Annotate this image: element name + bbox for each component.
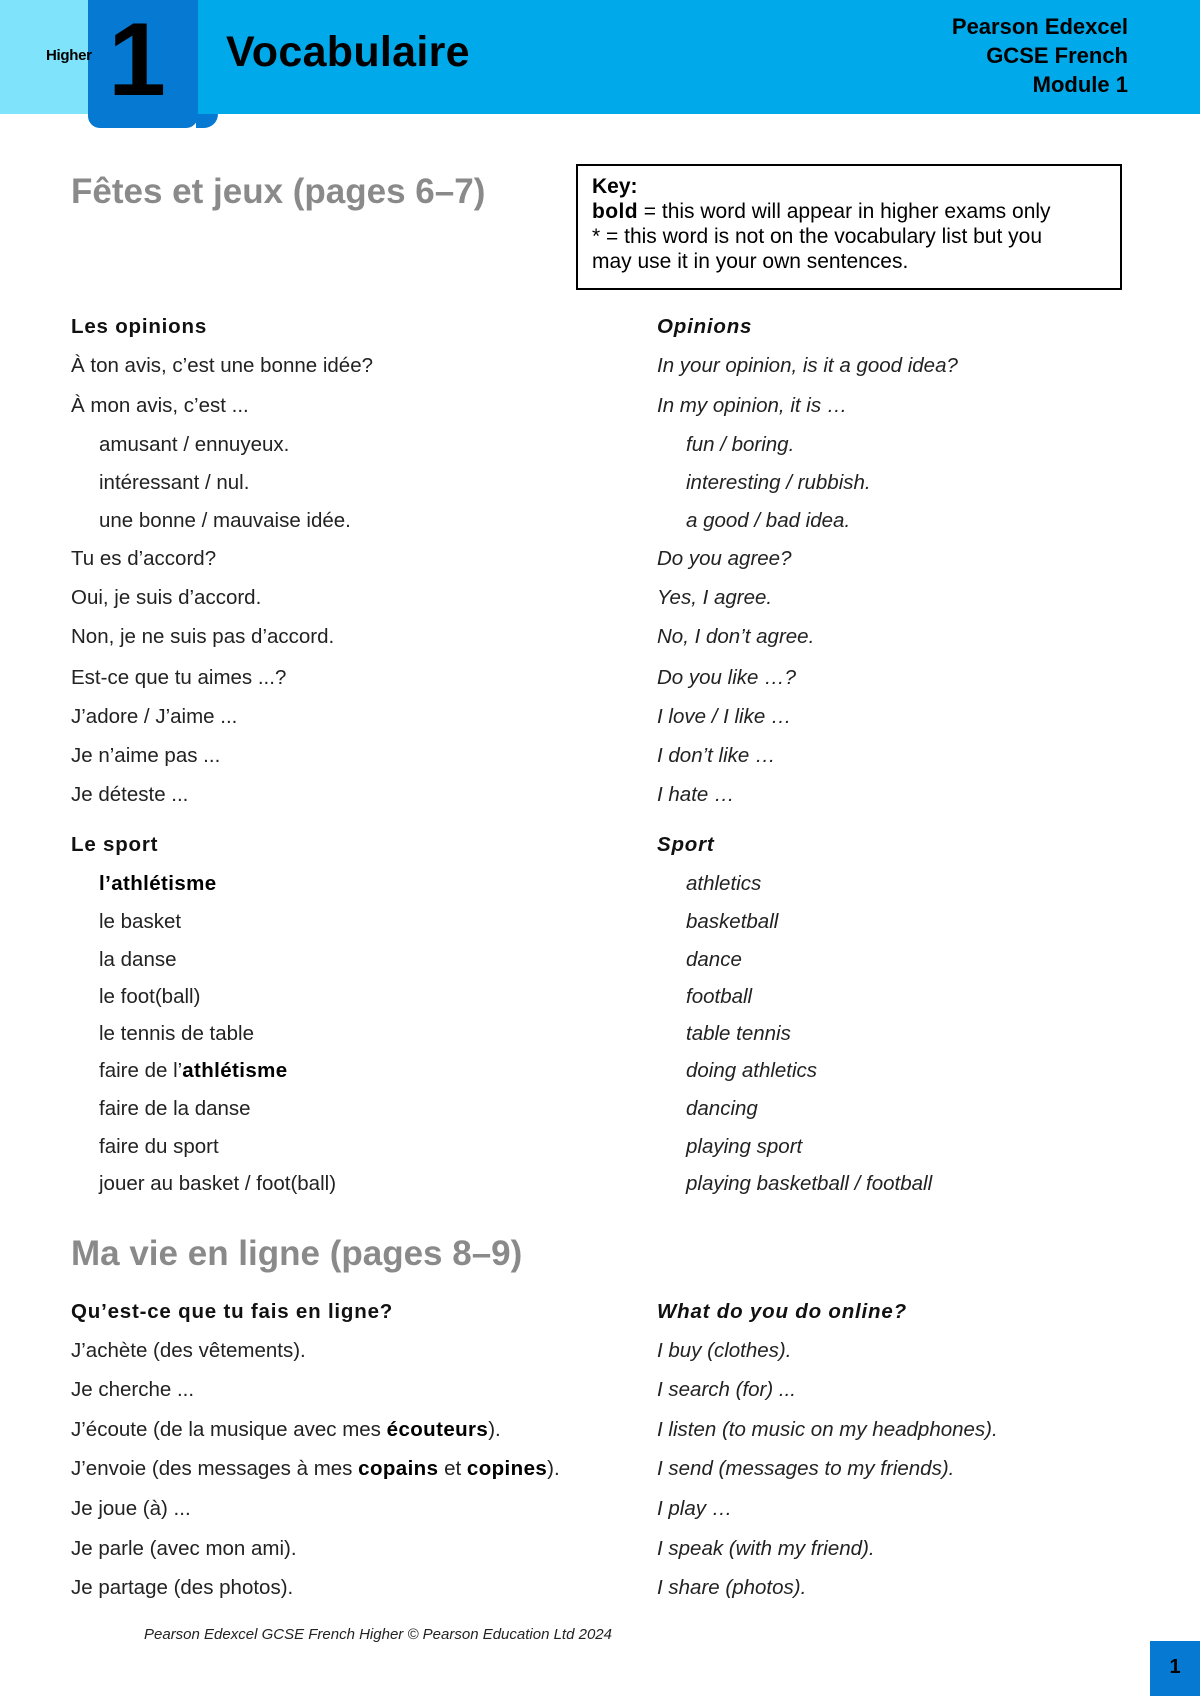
vocab-en: playing basketball / football [686, 1172, 933, 1195]
vocab-en: I share (photos). [657, 1576, 807, 1599]
vocab-fr: faire de la danse [99, 1097, 251, 1120]
vocab-en: No, I don’t agree. [657, 625, 815, 648]
vocab-fr: Je n’aime pas ... [71, 744, 221, 767]
vocab-en: interesting / rubbish. [686, 471, 871, 494]
sport-heading-en: Sport [657, 833, 715, 856]
key-bold-line [592, 199, 1106, 224]
vocab-en: doing athletics [686, 1059, 818, 1082]
key-star-line: * = this word is not on the vocabulary list but you [592, 225, 1042, 248]
key-bold-desc: = this word will appear in higher exams only [637, 200, 1051, 223]
vocab-fr: une bonne / mauvaise idée. [99, 509, 351, 532]
key-star-line-2: may use it in your own sentences. [592, 250, 909, 273]
vocab-en: I love / I like … [657, 705, 792, 728]
vocab-en: dance [686, 948, 742, 971]
vocab-fr: amusant / ennuyeux. [99, 433, 290, 456]
vocab-fr-part: J’envoie (des messages à mes [71, 1457, 359, 1480]
level-label: Higher [46, 47, 92, 64]
page-number-box [1150, 1641, 1200, 1696]
opinions-heading-en: Opinions [657, 315, 753, 338]
key-label: Key: [592, 175, 638, 198]
copyright-footer: Pearson Edexcel GCSE French Higher © Pearson Education Ltd 2024 [144, 1626, 612, 1643]
vocab-fr: Je déteste ... [71, 783, 189, 806]
vocab-en: Yes, I agree. [657, 586, 773, 609]
vocab-en: In your opinion, is it a good idea? [657, 354, 958, 377]
vocab-en: I search (for) ... [657, 1378, 796, 1401]
vocab-fr [99, 872, 217, 896]
online-heading-en: What do you do online? [657, 1300, 907, 1323]
vocab-fr: Je parle (avec mon ami). [71, 1537, 297, 1560]
vocab-fr-part: ). [488, 1418, 501, 1441]
vocab-fr: le basket [99, 910, 182, 933]
vocab-en: In my opinion, it is … [657, 394, 848, 417]
vocab-fr: Est-ce que tu aimes ...? [71, 666, 287, 689]
publisher-info [952, 12, 1128, 99]
vocab-en: Do you like …? [657, 666, 797, 689]
vocab-en: football [686, 985, 753, 1008]
page-number: 1 [1169, 1656, 1181, 1678]
opinions-heading-fr: Les opinions [71, 315, 208, 338]
vocab-fr: À mon avis, c’est ... [71, 394, 249, 417]
vocab-fr: J’achète (des vêtements). [71, 1339, 306, 1362]
vocab-fr: Oui, je suis d’accord. [71, 586, 262, 609]
vocab-en: table tennis [686, 1022, 791, 1045]
vocab-fr: Tu es d’accord? [71, 547, 217, 570]
page-title: Vocabulaire [226, 28, 470, 76]
vocab-en: I send (messages to my friends). [657, 1457, 955, 1480]
vocab-fr: le foot(ball) [99, 985, 201, 1008]
section-title-ma-vie: Ma vie en ligne (pages 8–9) [71, 1234, 523, 1273]
vocab-en: dancing [686, 1097, 758, 1120]
vocab-en: basketball [686, 910, 779, 933]
module-line: Module 1 [1032, 72, 1128, 97]
vocab-fr: J’adore / J’aime ... [71, 705, 238, 728]
vocab-fr: faire du sport [99, 1135, 219, 1158]
sport-heading-fr: Le sport [71, 833, 159, 856]
vocab-fr: la danse [99, 948, 177, 971]
vocab-en: a good / bad idea. [686, 509, 851, 532]
vocab-fr: À ton avis, c’est une bonne idée? [71, 354, 374, 377]
higher-word: copains [358, 1457, 439, 1480]
vocab-fr-part: faire de l’ [99, 1059, 183, 1082]
vocab-fr: intéressant / nul. [99, 471, 250, 494]
vocab-fr: le tennis de table [99, 1022, 255, 1045]
section-title-fetes: Fêtes et jeux (pages 6–7) [71, 172, 486, 211]
vocab-en: Do you agree? [657, 547, 792, 570]
key-bold-word: bold [592, 200, 638, 223]
vocab-en: I hate … [657, 783, 735, 806]
online-heading-fr: Qu’est-ce que tu fais en ligne? [71, 1300, 394, 1323]
vocab-en: I speak (with my friend). [657, 1537, 875, 1560]
vocab-fr: Non, je ne suis pas d’accord. [71, 625, 335, 648]
module-tab-foot [196, 114, 218, 128]
vocab-en: I don’t like … [657, 744, 776, 767]
module-number: 1 [108, 2, 166, 118]
vocab-en: playing sport [686, 1135, 803, 1158]
vocab-fr-part: et [438, 1457, 467, 1480]
vocab-fr [71, 1457, 560, 1481]
vocab-en: I play … [657, 1497, 733, 1520]
vocab-fr: jouer au basket / foot(ball) [99, 1172, 337, 1195]
vocab-fr [71, 1418, 501, 1442]
higher-word: copines [466, 1457, 548, 1480]
vocab-fr: Je cherche ... [71, 1378, 195, 1401]
vocab-en: fun / boring. [686, 433, 795, 456]
vocab-en: athletics [686, 872, 762, 895]
publisher-line: Pearson Edexcel [951, 14, 1128, 39]
higher-word: athlétisme [182, 1059, 288, 1082]
higher-word: l’athlétisme [99, 872, 217, 895]
key-box [576, 164, 1122, 290]
vocab-fr-part: ). [547, 1457, 560, 1480]
vocab-en: I listen (to music on my headphones). [657, 1418, 998, 1441]
vocab-fr: Je partage (des photos). [71, 1576, 294, 1599]
higher-word: écouteurs [386, 1418, 489, 1441]
vocab-fr [99, 1059, 288, 1083]
vocab-fr-part: J’écoute (de la musique avec mes [71, 1418, 387, 1441]
vocab-fr: Je joue (à) ... [71, 1497, 191, 1520]
vocab-en: I buy (clothes). [657, 1339, 792, 1362]
course-line: GCSE French [986, 43, 1128, 68]
